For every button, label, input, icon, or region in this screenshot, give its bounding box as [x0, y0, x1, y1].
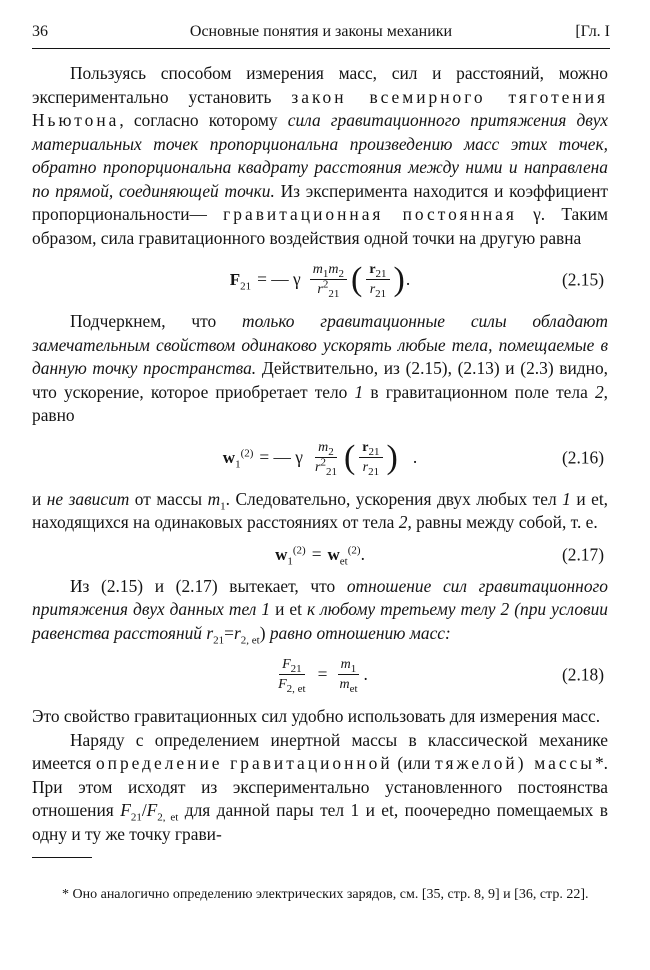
paragraph-newton-law	[32, 62, 608, 250]
fraction	[310, 262, 347, 298]
eq-symbol: m	[339, 677, 350, 692]
eq-subscript: 21	[130, 811, 142, 824]
body-index: 1	[562, 488, 571, 509]
eq-symbol: r	[233, 622, 241, 643]
body-index: 2	[594, 381, 604, 402]
eq-operator: =	[224, 622, 234, 643]
eq-symbol: r	[369, 282, 376, 297]
footnote-divider	[32, 857, 92, 858]
eq-subscript: 21	[290, 662, 302, 675]
eq-operator: = — γ	[259, 446, 303, 467]
text: . При этом исходят из экспериментально установленного постоянства отношения	[32, 753, 609, 820]
text: . Следовательно, ускорения двух любых тел	[225, 488, 563, 509]
text: и	[32, 488, 47, 509]
eq-subscript: 21	[240, 280, 252, 293]
eq-subscript: 2, et	[157, 811, 179, 824]
equation-2-16	[32, 428, 608, 488]
running-title: Основные понятия и законы механики	[189, 23, 453, 40]
equation-number: (2.16)	[561, 446, 604, 467]
fraction	[366, 262, 389, 298]
emphasis: не зависит	[46, 488, 130, 509]
paragraph-force-ratio	[32, 575, 608, 646]
eq-operator: /	[141, 800, 147, 820]
paragraph-gravity-acceleration	[32, 310, 608, 428]
paren-close: )	[393, 261, 405, 298]
text: Действительно, из (2.15), (2.13) и (2.3) видно, что ускорение, которое приобретает тело	[32, 358, 608, 402]
eq-symbol: r	[369, 262, 376, 277]
body-index: 2	[500, 599, 510, 619]
paren-open: (	[343, 438, 356, 476]
footnote: * Оно аналогично определению электрических зарядов, см. [35, стр. 8, 9] и [36, стр. 22].	[62, 887, 589, 902]
eq-symbol: r	[362, 459, 369, 475]
text: Наряду с определением инертной массы в классической механике имеется	[32, 729, 608, 773]
eq-operator: =	[311, 543, 322, 564]
eq-subscript: 1	[287, 555, 293, 568]
equation-number: (2.17)	[561, 543, 604, 564]
text: , равно	[32, 381, 608, 425]
text: и et	[270, 599, 307, 619]
eq-period: .	[360, 543, 365, 564]
body-index: 1	[354, 381, 364, 402]
eq-symbol: F	[278, 677, 287, 692]
eq-subscript: 2	[338, 267, 344, 280]
emphasis: (при условии равенства расстояний	[32, 599, 608, 643]
text: в гравитационном поле тела	[363, 381, 595, 402]
eq-subscript: 21	[375, 287, 387, 300]
eq-subscript: 2, et	[286, 682, 306, 695]
eq-symbol: m	[328, 262, 339, 277]
emphasis: к любому третьему телу	[307, 599, 496, 619]
eq-subscript: 1	[220, 499, 226, 512]
text: Из эксперимента находится и коэффициент пропорциональности—	[32, 180, 608, 224]
emphasis: только гравитационные силы обладают замечательным свойством одинаково ускорять любые тела, помещаемые в данную точку пространства.	[32, 311, 608, 378]
eq-symbol: w	[222, 447, 236, 467]
emphasis: равно отношению масс:	[269, 622, 451, 643]
equation-2-15	[32, 250, 608, 310]
paragraph-gravitational-mass	[32, 729, 608, 847]
eq-subscript: 1	[322, 267, 329, 280]
text: для данной пары тел 1 и et, поочередно помещаемых в одну и ту же точку грави-	[32, 800, 608, 844]
eq-symbol: r	[206, 622, 214, 643]
eq-superscript: (2)	[292, 544, 306, 557]
equation-2-18	[32, 645, 608, 705]
footnote-marker: *	[594, 753, 604, 773]
eq-period: .	[412, 446, 418, 467]
eq-subscript: 1	[350, 662, 357, 675]
eq-subscript: et	[349, 682, 358, 695]
paren-close: )	[386, 438, 398, 476]
eq-period: .	[405, 269, 411, 290]
spaced-term: закон всемирного тяготения Ньютона	[32, 86, 609, 130]
eq-symbol: m	[207, 488, 221, 509]
text: Пользуясь способом измерения масс, сил и расстояний, можно экспериментально установить	[32, 63, 608, 107]
eq-superscript: 2	[322, 278, 329, 291]
page-number: 36	[32, 23, 48, 40]
page-body	[32, 62, 608, 846]
text: )	[259, 622, 270, 643]
eq-operator: =	[317, 664, 328, 685]
eq-subscript: 21	[375, 267, 387, 280]
eq-subscript: et	[339, 555, 348, 568]
body-index: 2	[398, 512, 408, 532]
eq-symbol: r	[315, 459, 321, 475]
eq-symbol: r	[362, 439, 369, 455]
text: γ. Таким образом, сила гравитационного воздействия одной точки на другую равна	[32, 204, 608, 248]
text: и et, находящихся на одинаковых расстояниях от тела	[32, 488, 609, 532]
eq-subscript: 21	[368, 465, 380, 478]
eq-symbol: F	[120, 800, 131, 820]
paragraph-mass-measurement: Это свойство гравитационных сил удобно использовать для измерения масс.	[32, 706, 601, 726]
text: , согласно которому	[119, 110, 288, 130]
spaced-term: тяжелой) массы	[435, 753, 595, 773]
equation-number: (2.18)	[561, 664, 604, 685]
chapter-marker: [Гл. I	[575, 23, 610, 40]
eq-symbol: m	[318, 439, 329, 455]
text: от массы	[129, 488, 208, 509]
eq-superscript: (2)	[240, 447, 254, 460]
law-statement: сила гравитационного притяжения двух материальных точек пропорциональна произведению масс этих точек, обратно пропорциональна квадрату расстояния между ними и направлена по прямой, соединяющей точки.	[32, 110, 608, 201]
text: Подчеркнем, что	[70, 311, 243, 331]
eq-symbol: m	[340, 657, 351, 672]
spaced-term: определение гравитационной	[95, 753, 393, 773]
eq-subscript: 2	[328, 445, 334, 458]
equation-number: (2.15)	[561, 269, 604, 290]
fraction	[312, 440, 340, 476]
paren-open: (	[351, 261, 363, 298]
eq-subscript: 21	[325, 465, 337, 478]
eq-subscript: 21	[213, 633, 225, 646]
eq-symbol: m	[312, 262, 323, 277]
emphasis: отношение сил гравитационного притяжения двух данных тел	[32, 575, 608, 619]
eq-symbol: w	[327, 544, 340, 564]
text: (или	[392, 753, 436, 773]
eq-symbol: F	[229, 270, 241, 290]
spaced-term: гравитационная постоянная	[223, 204, 517, 224]
eq-symbol: w	[275, 544, 288, 564]
eq-period: .	[363, 664, 368, 685]
eq-superscript: 2	[320, 455, 326, 468]
eq-superscript: (2)	[347, 544, 361, 557]
fraction	[336, 657, 360, 693]
fraction	[359, 440, 382, 476]
equation-2-17	[32, 535, 608, 575]
eq-symbol: r	[317, 282, 323, 297]
eq-operator: = — γ	[257, 269, 301, 290]
eq-subscript: 21	[328, 287, 340, 300]
running-header	[32, 18, 610, 49]
eq-symbol: F	[146, 800, 158, 820]
eq-symbol: F	[282, 657, 291, 672]
paragraph-independence	[32, 488, 608, 535]
body-index: 1	[261, 599, 271, 619]
text: Из (2.15) и (2.17) вытекает, что	[70, 575, 347, 596]
fraction	[275, 657, 309, 693]
eq-subscript: 21	[368, 445, 380, 458]
text: , равны между собой, т. е.	[407, 512, 598, 532]
eq-subscript: 2, et	[240, 633, 260, 646]
eq-subscript: 1	[235, 458, 241, 471]
